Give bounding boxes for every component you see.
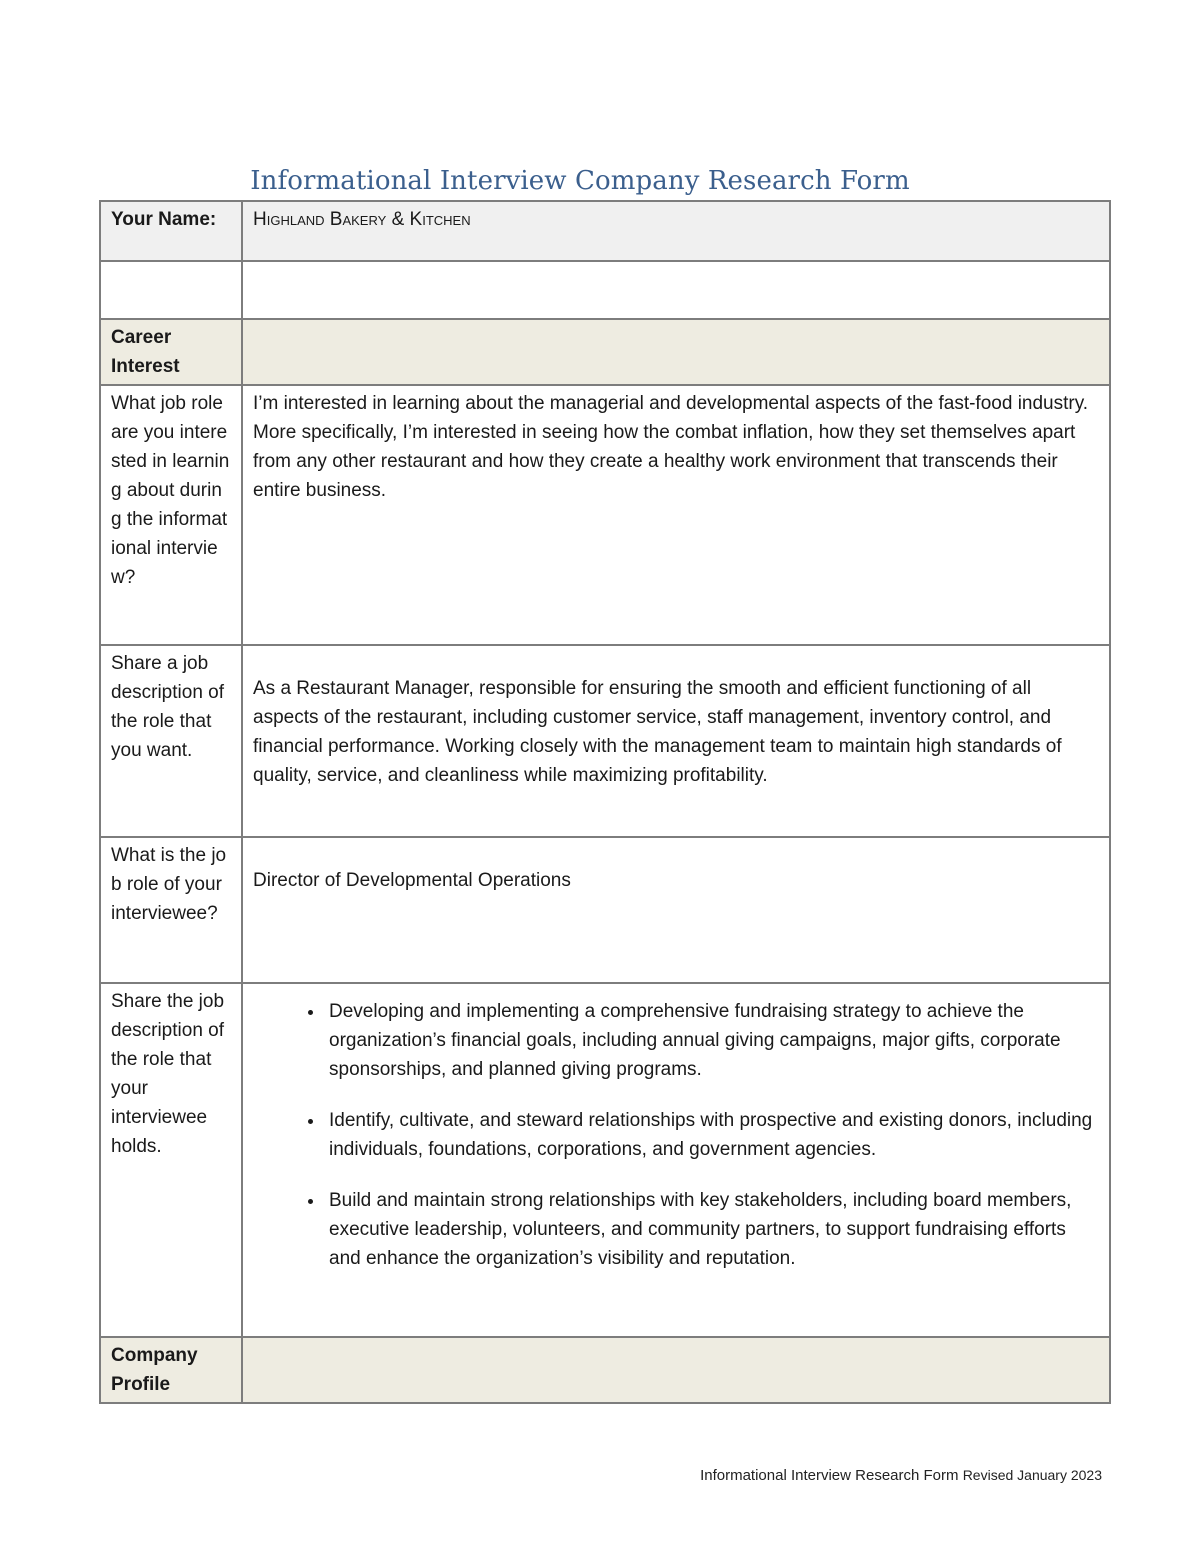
name-value[interactable] [242,201,1110,261]
section-career-interest [100,319,1110,385]
company-profile-heading: Company Profile [100,1337,242,1403]
job-description-want-answer[interactable] [242,645,1110,837]
blank-label [100,261,242,319]
table-row-blank [100,261,1110,319]
interviewee-role-answer[interactable] [242,837,1110,983]
career-interest-value [242,319,1110,385]
interviewee-description-answer[interactable] [242,983,1110,1337]
footer-form-name: Informational Interview Research Form [700,1467,959,1484]
interviewee-role-label: What is the job role of your interviewee? [100,837,242,983]
interviewee-description-label: Share the job description of the role that your interviewee holds. [100,983,242,1337]
table-row-name [100,201,1110,261]
table-row-interviewee-description [100,983,1110,1337]
list-item: • Build and maintain strong relationships with key stakeholders, including board members, executive leadership, volunteers, and community partners, to support fundraising efforts and enhance the organization’s visibility and reputation. [325,1186,1099,1273]
company-profile-value [242,1337,1110,1403]
job-description-want-text: As a Restaurant Manager, responsible for ensuring the smooth and efficient functioning of all aspects of the restaurant, including customer service, staff management, inventory control, and financial performance. Working closely with the management team to maintain high standards of quality, service, and cleanliness while maximizing profitability. [253,678,1062,786]
interviewee-role-text: Director of Developmental Operations [253,870,571,891]
job-role-interest-answer[interactable]: I’m interested in learning about the managerial and developmental aspects of the fast-food industry. More specifically, I’m interested in seeing how the combat inflation, how they set themselves apart from any other restaurant and how they create a healthy work environment that transcends their entire business. [242,385,1110,645]
table-row-interviewee-role [100,837,1110,983]
job-description-want-label: Share a job description of the role that you want. [100,645,242,837]
career-interest-heading: Career Interest [100,319,242,385]
page-footer [700,1467,1102,1484]
research-form-table [99,200,1111,1404]
job-role-interest-label: What job role are you interested in learning about during the informational interview? [100,385,242,645]
footer-revision: Revised January 2023 [962,1467,1102,1483]
name-value-text: Highland Bakery & Kitchen [253,209,471,230]
blank-value[interactable] [242,261,1110,319]
name-label: Your Name: [100,201,242,261]
duties-list [253,997,1099,1273]
page-title: Informational Interview Company Research Form [250,166,910,196]
table-row-job-description-want [100,645,1110,837]
list-item: • Identify, cultivate, and steward relationships with prospective and existing donors, including individuals, foundations, corporations, and government agencies. [325,1106,1099,1164]
section-company-profile [100,1337,1110,1403]
table-row-job-role-interest [100,385,1110,645]
list-item: • Developing and implementing a comprehensive fundraising strategy to achieve the organization’s financial goals, including annual giving campaigns, major gifts, corporate sponsorships, and planned giving programs. [325,997,1099,1084]
